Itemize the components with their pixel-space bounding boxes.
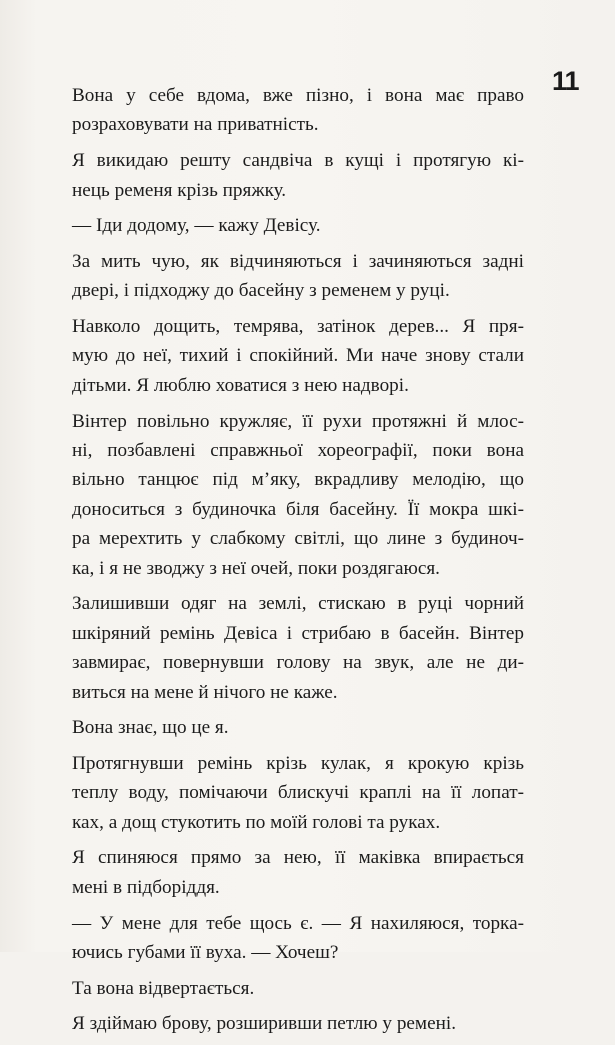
text-line: Вона знає, що це я. bbox=[72, 717, 229, 739]
paragraph bbox=[72, 749, 524, 837]
text-line: ні, позбавлені справжньої хореографії, поки вона bbox=[72, 439, 524, 461]
paragraph bbox=[72, 713, 524, 742]
text-line: — Іди додому, — кажу Девісу. bbox=[72, 215, 321, 237]
paragraph bbox=[72, 974, 524, 1003]
text-line: Залишивши одяг на землі, стискаю в руці чорний bbox=[72, 593, 524, 615]
paragraph bbox=[72, 211, 524, 240]
text-line: мую до неї, тихий і спокійний. Ми наче знову стали bbox=[72, 345, 524, 367]
text-line: Я викидаю решту сандвіча в кущі і протягую кі- bbox=[72, 150, 524, 172]
page-number: 11 bbox=[552, 66, 579, 96]
text-line: Вона у себе вдома, вже пізно, і вона має право bbox=[72, 85, 524, 106]
text-line: Навколо дощить, темрява, затінок дерев... Я пря- bbox=[72, 316, 524, 338]
paragraph bbox=[72, 589, 524, 707]
text-line: виться на мене й нічого не каже. bbox=[72, 681, 338, 703]
text-line: шкіряний ремінь Девіса і стрибаю в басейн. Вінтер bbox=[72, 622, 524, 644]
text-line: завмирає, повернувши голову на звук, але не ди- bbox=[72, 652, 524, 674]
paragraph bbox=[72, 407, 524, 583]
text-line: ках, а дощ стукотить по моїй голові та руках. bbox=[72, 811, 441, 833]
text-line: доноситься з будиночка біля басейну. Її мокра шкі- bbox=[72, 498, 524, 520]
text-line: Я спиняюся прямо за нею, її маківка впирається bbox=[72, 847, 524, 869]
text-line: розраховувати на приватність. bbox=[72, 114, 319, 136]
text-line: Я здіймаю брову, розширивши петлю у ремені. bbox=[72, 1013, 456, 1035]
text-line: За мить чую, як відчиняються і зачиняються задні bbox=[72, 250, 524, 272]
text-line: Протягнувши ремінь крізь кулак, я крокую крізь bbox=[72, 752, 524, 774]
text-line: Вінтер повільно кружляє, її рухи протяжні й млос- bbox=[72, 410, 524, 432]
text-line: — У мене для тебе щось є. — Я нахиляюся, торка- bbox=[72, 912, 524, 934]
paragraph bbox=[72, 843, 524, 902]
text-line: двері, і підходжу до басейну з ременем у руці. bbox=[72, 280, 450, 302]
text-line: нець ременя крізь пряжку. bbox=[72, 179, 287, 201]
paragraph bbox=[72, 1009, 524, 1038]
paragraph bbox=[72, 81, 524, 140]
text-line: дітьми. Я люблю ховатися з нею надворі. bbox=[72, 374, 409, 396]
text-line: вільно танцює під м’яку, вкрадливу мелодію, що bbox=[72, 469, 524, 491]
paragraph bbox=[72, 247, 524, 306]
text-line: Та вона відвертається. bbox=[72, 977, 255, 999]
text-line: ра мерехтить у слабкому світлі, що лине з будиноч- bbox=[72, 528, 524, 550]
text-column bbox=[72, 81, 524, 1045]
text-line: мені в підборіддя. bbox=[72, 876, 220, 898]
paragraph bbox=[72, 909, 524, 968]
paragraph bbox=[72, 146, 524, 205]
text-line: теплу воду, помічаючи блискучі краплі на її лопат- bbox=[72, 782, 524, 804]
paragraph bbox=[72, 312, 524, 400]
text-line: ючись губами її вуха. — Хочеш? bbox=[72, 941, 339, 963]
text-line: ка, і я не зводжу з неї очей, поки роздягаюся. bbox=[72, 557, 440, 579]
